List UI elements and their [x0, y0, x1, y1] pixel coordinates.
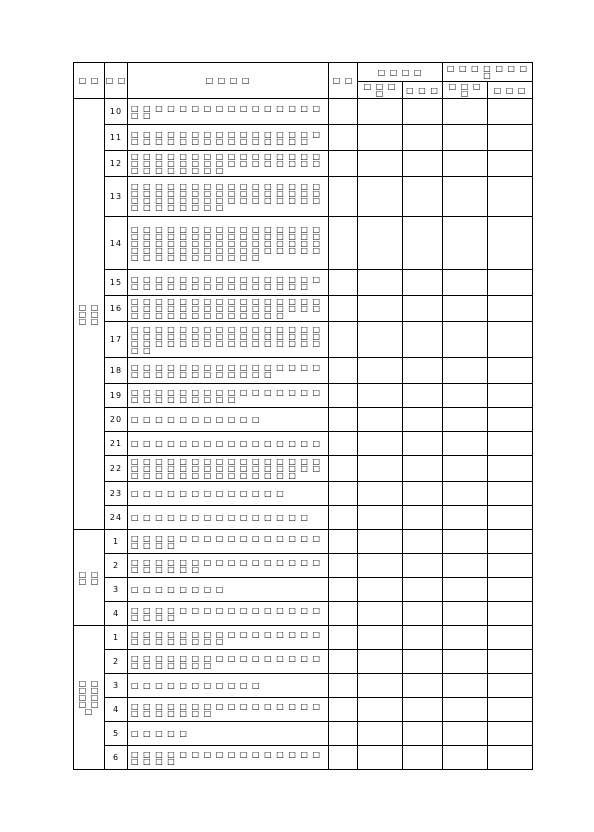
- row-number: 5: [105, 722, 128, 746]
- cell-g1-sub2[interactable]: [403, 432, 443, 456]
- cell-g2-sub2[interactable]: [488, 482, 533, 506]
- cell-g1-sub1[interactable]: [358, 626, 403, 650]
- cell-g1-sub2[interactable]: [403, 722, 443, 746]
- row-number: 10: [105, 99, 128, 125]
- cell-g2-sub2[interactable]: [488, 722, 533, 746]
- cell-g1-sub1[interactable]: [358, 530, 403, 554]
- header-group-2-sub-1: □ □ □ □: [443, 82, 488, 99]
- cell-g1-sub1[interactable]: [358, 296, 403, 322]
- row-item-text: □ □ □ □ □ □ □ □ □ □ □ □ □ □ □ □ □ □ □ □: [128, 530, 329, 554]
- row-item-text: □ □ □ □ □ □ □ □ □ □ □ □ □ □ □ □ □ □ □ □: [128, 746, 329, 770]
- header-category: □ □: [74, 63, 105, 99]
- cell-col-a[interactable]: [329, 358, 358, 384]
- cell-g1-sub1[interactable]: [358, 408, 403, 432]
- cell-g1-sub2[interactable]: [403, 530, 443, 554]
- cell-g2-sub1[interactable]: [443, 506, 488, 530]
- cell-col-a[interactable]: [329, 408, 358, 432]
- cell-g1-sub2[interactable]: [403, 626, 443, 650]
- cell-g2-sub1[interactable]: [443, 674, 488, 698]
- cell-col-a[interactable]: [329, 746, 358, 770]
- cell-g2-sub2[interactable]: [488, 746, 533, 770]
- cell-g2-sub2[interactable]: [488, 602, 533, 626]
- cell-g1-sub1[interactable]: [358, 578, 403, 602]
- row-item-text: □ □ □ □ □ □ □ □ □ □ □: [128, 408, 329, 432]
- cell-g1-sub1[interactable]: [358, 151, 403, 177]
- cell-g2-sub2[interactable]: [488, 99, 533, 125]
- cell-col-a[interactable]: [329, 217, 358, 270]
- cell-g1-sub2[interactable]: [403, 217, 443, 270]
- cell-col-a[interactable]: [329, 482, 358, 506]
- cell-g1-sub2[interactable]: [403, 456, 443, 482]
- cell-g1-sub2[interactable]: [403, 99, 443, 125]
- row-number: 21: [105, 432, 128, 456]
- cell-g2-sub2[interactable]: [488, 506, 533, 530]
- cell-col-a[interactable]: [329, 554, 358, 578]
- cell-g1-sub2[interactable]: [403, 482, 443, 506]
- cell-g1-sub1[interactable]: [358, 698, 403, 722]
- cell-g1-sub1[interactable]: [358, 99, 403, 125]
- header-number: □ □: [105, 63, 128, 99]
- header-group-1: □ □ □ □: [358, 63, 443, 82]
- cell-g2-sub2[interactable]: [488, 408, 533, 432]
- cell-g2-sub2[interactable]: [488, 358, 533, 384]
- cell-g1-sub2[interactable]: [403, 602, 443, 626]
- row-item-text: □ □ □ □ □ □ □ □ □ □ □ □ □ □ □ □ □ □ □ □ □ □ □ □ □ □ □ □: [128, 358, 329, 384]
- cell-g2-sub1[interactable]: [443, 602, 488, 626]
- row-item-text: □ □ □ □ □ □ □ □ □ □ □: [128, 674, 329, 698]
- cell-col-a[interactable]: [329, 270, 358, 296]
- cell-g2-sub1[interactable]: [443, 384, 488, 408]
- cell-col-a[interactable]: [329, 322, 358, 358]
- cell-g2-sub1[interactable]: [443, 432, 488, 456]
- row-number: 20: [105, 408, 128, 432]
- cell-col-a[interactable]: [329, 626, 358, 650]
- row-item-text: □ □ □ □ □ □ □ □ □ □ □ □ □ □ □ □ □ □ □ □ □ □ □ □: [128, 626, 329, 650]
- row-item-text: □ □ □ □ □: [128, 722, 329, 746]
- cell-col-a[interactable]: [329, 602, 358, 626]
- row-item-text: □ □ □ □ □ □ □ □ □ □ □ □ □ □ □ □ □ □ □ □ □ □ □ □ □ □ □ □ □ □ □ □ □ □ □ □ □ □ □ □ □ □ □ □ □ □ □ □ □ □ □ □ □ □ □ □ □ □ □ □ □ □ □ □ □ □ □ □ □ □ □ □ □ □ □: [128, 217, 329, 270]
- cell-g2-sub2[interactable]: [488, 432, 533, 456]
- cell-g2-sub2[interactable]: [488, 296, 533, 322]
- row-number: 12: [105, 151, 128, 177]
- row-number: 16: [105, 296, 128, 322]
- section-category-2: □ □ □ □: [74, 530, 105, 626]
- row-number: 13: [105, 177, 128, 217]
- cell-col-a[interactable]: [329, 456, 358, 482]
- cell-g2-sub1[interactable]: [443, 554, 488, 578]
- cell-g2-sub1[interactable]: [443, 151, 488, 177]
- cell-g1-sub2[interactable]: [403, 578, 443, 602]
- row-item-text: □ □ □ □ □ □ □ □ □ □ □ □ □ □ □ □ □ □ □ □: [128, 602, 329, 626]
- cell-g1-sub1[interactable]: [358, 125, 403, 151]
- cell-g2-sub2[interactable]: [488, 578, 533, 602]
- cell-g1-sub2[interactable]: [403, 296, 443, 322]
- row-item-text: □ □ □ □ □ □ □ □ □ □ □ □ □ □ □ □ □ □ □ □ □ □ □ □ □ □ □ □ □ □ □: [128, 270, 329, 296]
- section-category-1: □ □ □ □ □ □: [74, 99, 105, 530]
- cell-col-a[interactable]: [329, 674, 358, 698]
- header-group-1-sub-1: □ □ □ □: [358, 82, 403, 99]
- header-item: □ □ □ □: [128, 63, 329, 99]
- cell-g2-sub1[interactable]: [443, 746, 488, 770]
- cell-g2-sub1[interactable]: [443, 578, 488, 602]
- cell-g2-sub1[interactable]: [443, 296, 488, 322]
- row-item-text: □ □ □ □ □ □ □ □ □ □ □ □ □ □ □ □ □ □ □ □ □ □: [128, 554, 329, 578]
- cell-g1-sub2[interactable]: [403, 506, 443, 530]
- cell-g1-sub1[interactable]: [358, 482, 403, 506]
- cell-g1-sub1[interactable]: [358, 456, 403, 482]
- cell-g1-sub2[interactable]: [403, 358, 443, 384]
- cell-g2-sub2[interactable]: [488, 151, 533, 177]
- cell-col-a[interactable]: [329, 578, 358, 602]
- cell-g2-sub2[interactable]: [488, 270, 533, 296]
- cell-g1-sub1[interactable]: [358, 746, 403, 770]
- cell-g1-sub2[interactable]: [403, 408, 443, 432]
- row-item-text: □ □ □ □ □ □ □ □ □ □ □ □ □ □ □ □: [128, 432, 329, 456]
- cell-g1-sub2[interactable]: [403, 151, 443, 177]
- row-item-text: □ □ □ □ □ □ □ □ □ □ □ □ □ □ □: [128, 506, 329, 530]
- header-group-2: □ □ □ □ □ □ □ □: [443, 63, 533, 82]
- row-number: 11: [105, 125, 128, 151]
- cell-g2-sub2[interactable]: [488, 530, 533, 554]
- cell-g2-sub1[interactable]: [443, 408, 488, 432]
- cell-g1-sub2[interactable]: [403, 554, 443, 578]
- section-category-3: □ □ □ □ □ □ □ □ □: [74, 626, 105, 770]
- row-item-text: □ □ □ □ □ □ □ □ □ □ □ □ □ □ □ □ □ □ □ □ □ □ □ □ □ □ □ □ □ □ □ □ □ □ □ □ □ □ □ □ □ □ □ □ □ □ □ □ □ □: [128, 322, 329, 358]
- row-number: 19: [105, 384, 128, 408]
- row-item-text: □ □ □ □ □ □ □ □ □ □ □ □ □ □ □ □ □ □ □ □ □ □ □: [128, 650, 329, 674]
- cell-g2-sub1[interactable]: [443, 358, 488, 384]
- cell-g2-sub1[interactable]: [443, 698, 488, 722]
- cell-g1-sub2[interactable]: [403, 270, 443, 296]
- row-number: 24: [105, 506, 128, 530]
- cell-g2-sub1[interactable]: [443, 456, 488, 482]
- cell-col-a[interactable]: [329, 650, 358, 674]
- cell-col-a[interactable]: [329, 722, 358, 746]
- row-item-text: □ □ □ □ □ □ □ □ □ □ □ □ □ □ □ □ □ □ □ □ □ □ □ □ □: [128, 384, 329, 408]
- cell-g1-sub2[interactable]: [403, 650, 443, 674]
- cell-g1-sub1[interactable]: [358, 650, 403, 674]
- cell-g1-sub1[interactable]: [358, 384, 403, 408]
- cell-col-a[interactable]: [329, 432, 358, 456]
- row-item-text: □ □ □ □ □ □ □ □ □ □ □ □ □: [128, 482, 329, 506]
- row-number: 3: [105, 578, 128, 602]
- cell-g2-sub1[interactable]: [443, 99, 488, 125]
- cell-g2-sub1[interactable]: [443, 217, 488, 270]
- cell-g2-sub2[interactable]: [488, 698, 533, 722]
- header-col-a: □ □: [329, 63, 358, 99]
- cell-col-a[interactable]: [329, 530, 358, 554]
- cell-col-a[interactable]: [329, 506, 358, 530]
- cell-g1-sub2[interactable]: [403, 698, 443, 722]
- cell-g2-sub1[interactable]: [443, 270, 488, 296]
- cell-g2-sub1[interactable]: [443, 177, 488, 217]
- cell-col-a[interactable]: [329, 99, 358, 125]
- cell-g1-sub1[interactable]: [358, 722, 403, 746]
- cell-g2-sub1[interactable]: [443, 482, 488, 506]
- cell-g1-sub1[interactable]: [358, 177, 403, 217]
- cell-g2-sub2[interactable]: [488, 674, 533, 698]
- cell-g1-sub1[interactable]: [358, 674, 403, 698]
- cell-g1-sub2[interactable]: [403, 177, 443, 217]
- row-number: 4: [105, 602, 128, 626]
- cell-g2-sub2[interactable]: [488, 125, 533, 151]
- row-number: 15: [105, 270, 128, 296]
- cell-g2-sub1[interactable]: [443, 125, 488, 151]
- row-number: 6: [105, 746, 128, 770]
- cell-g2-sub1[interactable]: [443, 322, 488, 358]
- cell-g1-sub1[interactable]: [358, 432, 403, 456]
- row-item-text: □ □ □ □ □ □ □ □ □ □ □ □ □ □ □ □ □ □ □ □ □ □ □ □ □ □ □ □ □ □ □ □ □ □ □ □ □ □ □ □ □ □ □ □ □ □ □ □ □ □ □ □ □ □ □ □: [128, 177, 329, 217]
- row-number: 14: [105, 217, 128, 270]
- row-item-text: □ □ □ □ □ □ □ □ □ □ □ □ □ □ □ □ □ □ □ □ □ □ □ □ □ □ □ □ □ □ □ □ □ □ □ □ □ □ □ □: [128, 151, 329, 177]
- row-number: 2: [105, 554, 128, 578]
- cell-g2-sub2[interactable]: [488, 217, 533, 270]
- cell-col-a[interactable]: [329, 125, 358, 151]
- row-number: 22: [105, 456, 128, 482]
- cell-g2-sub2[interactable]: [488, 650, 533, 674]
- row-item-text: □ □ □ □ □ □ □ □ □ □ □ □ □ □ □ □ □ □: [128, 99, 329, 125]
- cell-col-a[interactable]: [329, 177, 358, 217]
- row-item-text: □ □ □ □ □ □ □ □ □ □ □ □ □ □ □ □ □ □ □ □ □ □ □: [128, 698, 329, 722]
- cell-g1-sub1[interactable]: [358, 358, 403, 384]
- cell-g2-sub2[interactable]: [488, 626, 533, 650]
- checklist-table: [73, 62, 533, 770]
- row-number: 1: [105, 530, 128, 554]
- cell-g2-sub2[interactable]: [488, 177, 533, 217]
- row-item-text: □ □ □ □ □ □ □ □ □ □ □ □ □ □ □ □ □ □ □ □ □ □ □ □ □ □ □ □ □ □ □ □ □ □ □ □ □ □ □ □ □ □ □ □ □: [128, 296, 329, 322]
- cell-g1-sub1[interactable]: [358, 322, 403, 358]
- row-item-text: □ □ □ □ □ □ □ □ □ □ □ □ □ □ □ □ □ □ □ □ □ □ □ □ □ □ □ □ □ □ □ □ □ □ □ □ □ □ □ □ □ □ □ □ □ □: [128, 456, 329, 482]
- cell-g2-sub2[interactable]: [488, 322, 533, 358]
- cell-col-a[interactable]: [329, 296, 358, 322]
- cell-g2-sub2[interactable]: [488, 456, 533, 482]
- cell-g1-sub2[interactable]: [403, 746, 443, 770]
- cell-g2-sub1[interactable]: [443, 650, 488, 674]
- cell-col-a[interactable]: [329, 151, 358, 177]
- cell-g1-sub1[interactable]: [358, 217, 403, 270]
- cell-col-a[interactable]: [329, 698, 358, 722]
- cell-g2-sub2[interactable]: [488, 554, 533, 578]
- row-number: 3: [105, 674, 128, 698]
- row-number: 23: [105, 482, 128, 506]
- cell-g2-sub1[interactable]: [443, 626, 488, 650]
- cell-col-a[interactable]: [329, 384, 358, 408]
- row-item-text: □ □ □ □ □ □ □ □: [128, 578, 329, 602]
- cell-g1-sub1[interactable]: [358, 506, 403, 530]
- row-number: 4: [105, 698, 128, 722]
- row-number: 1: [105, 626, 128, 650]
- row-number: 17: [105, 322, 128, 358]
- header-group-2-sub-2: □ □ □: [488, 82, 533, 99]
- cell-g1-sub2[interactable]: [403, 322, 443, 358]
- row-number: 2: [105, 650, 128, 674]
- cell-g2-sub2[interactable]: [488, 384, 533, 408]
- cell-g1-sub1[interactable]: [358, 602, 403, 626]
- row-number: 18: [105, 358, 128, 384]
- cell-g1-sub1[interactable]: [358, 270, 403, 296]
- header-group-1-sub-2: □ □ □: [403, 82, 443, 99]
- cell-g2-sub1[interactable]: [443, 530, 488, 554]
- row-item-text: □ □ □ □ □ □ □ □ □ □ □ □ □ □ □ □ □ □ □ □ □ □ □ □ □ □ □ □ □ □ □: [128, 125, 329, 151]
- cell-g1-sub2[interactable]: [403, 674, 443, 698]
- cell-g1-sub2[interactable]: [403, 384, 443, 408]
- cell-g1-sub2[interactable]: [403, 125, 443, 151]
- cell-g2-sub1[interactable]: [443, 722, 488, 746]
- cell-g1-sub1[interactable]: [358, 554, 403, 578]
